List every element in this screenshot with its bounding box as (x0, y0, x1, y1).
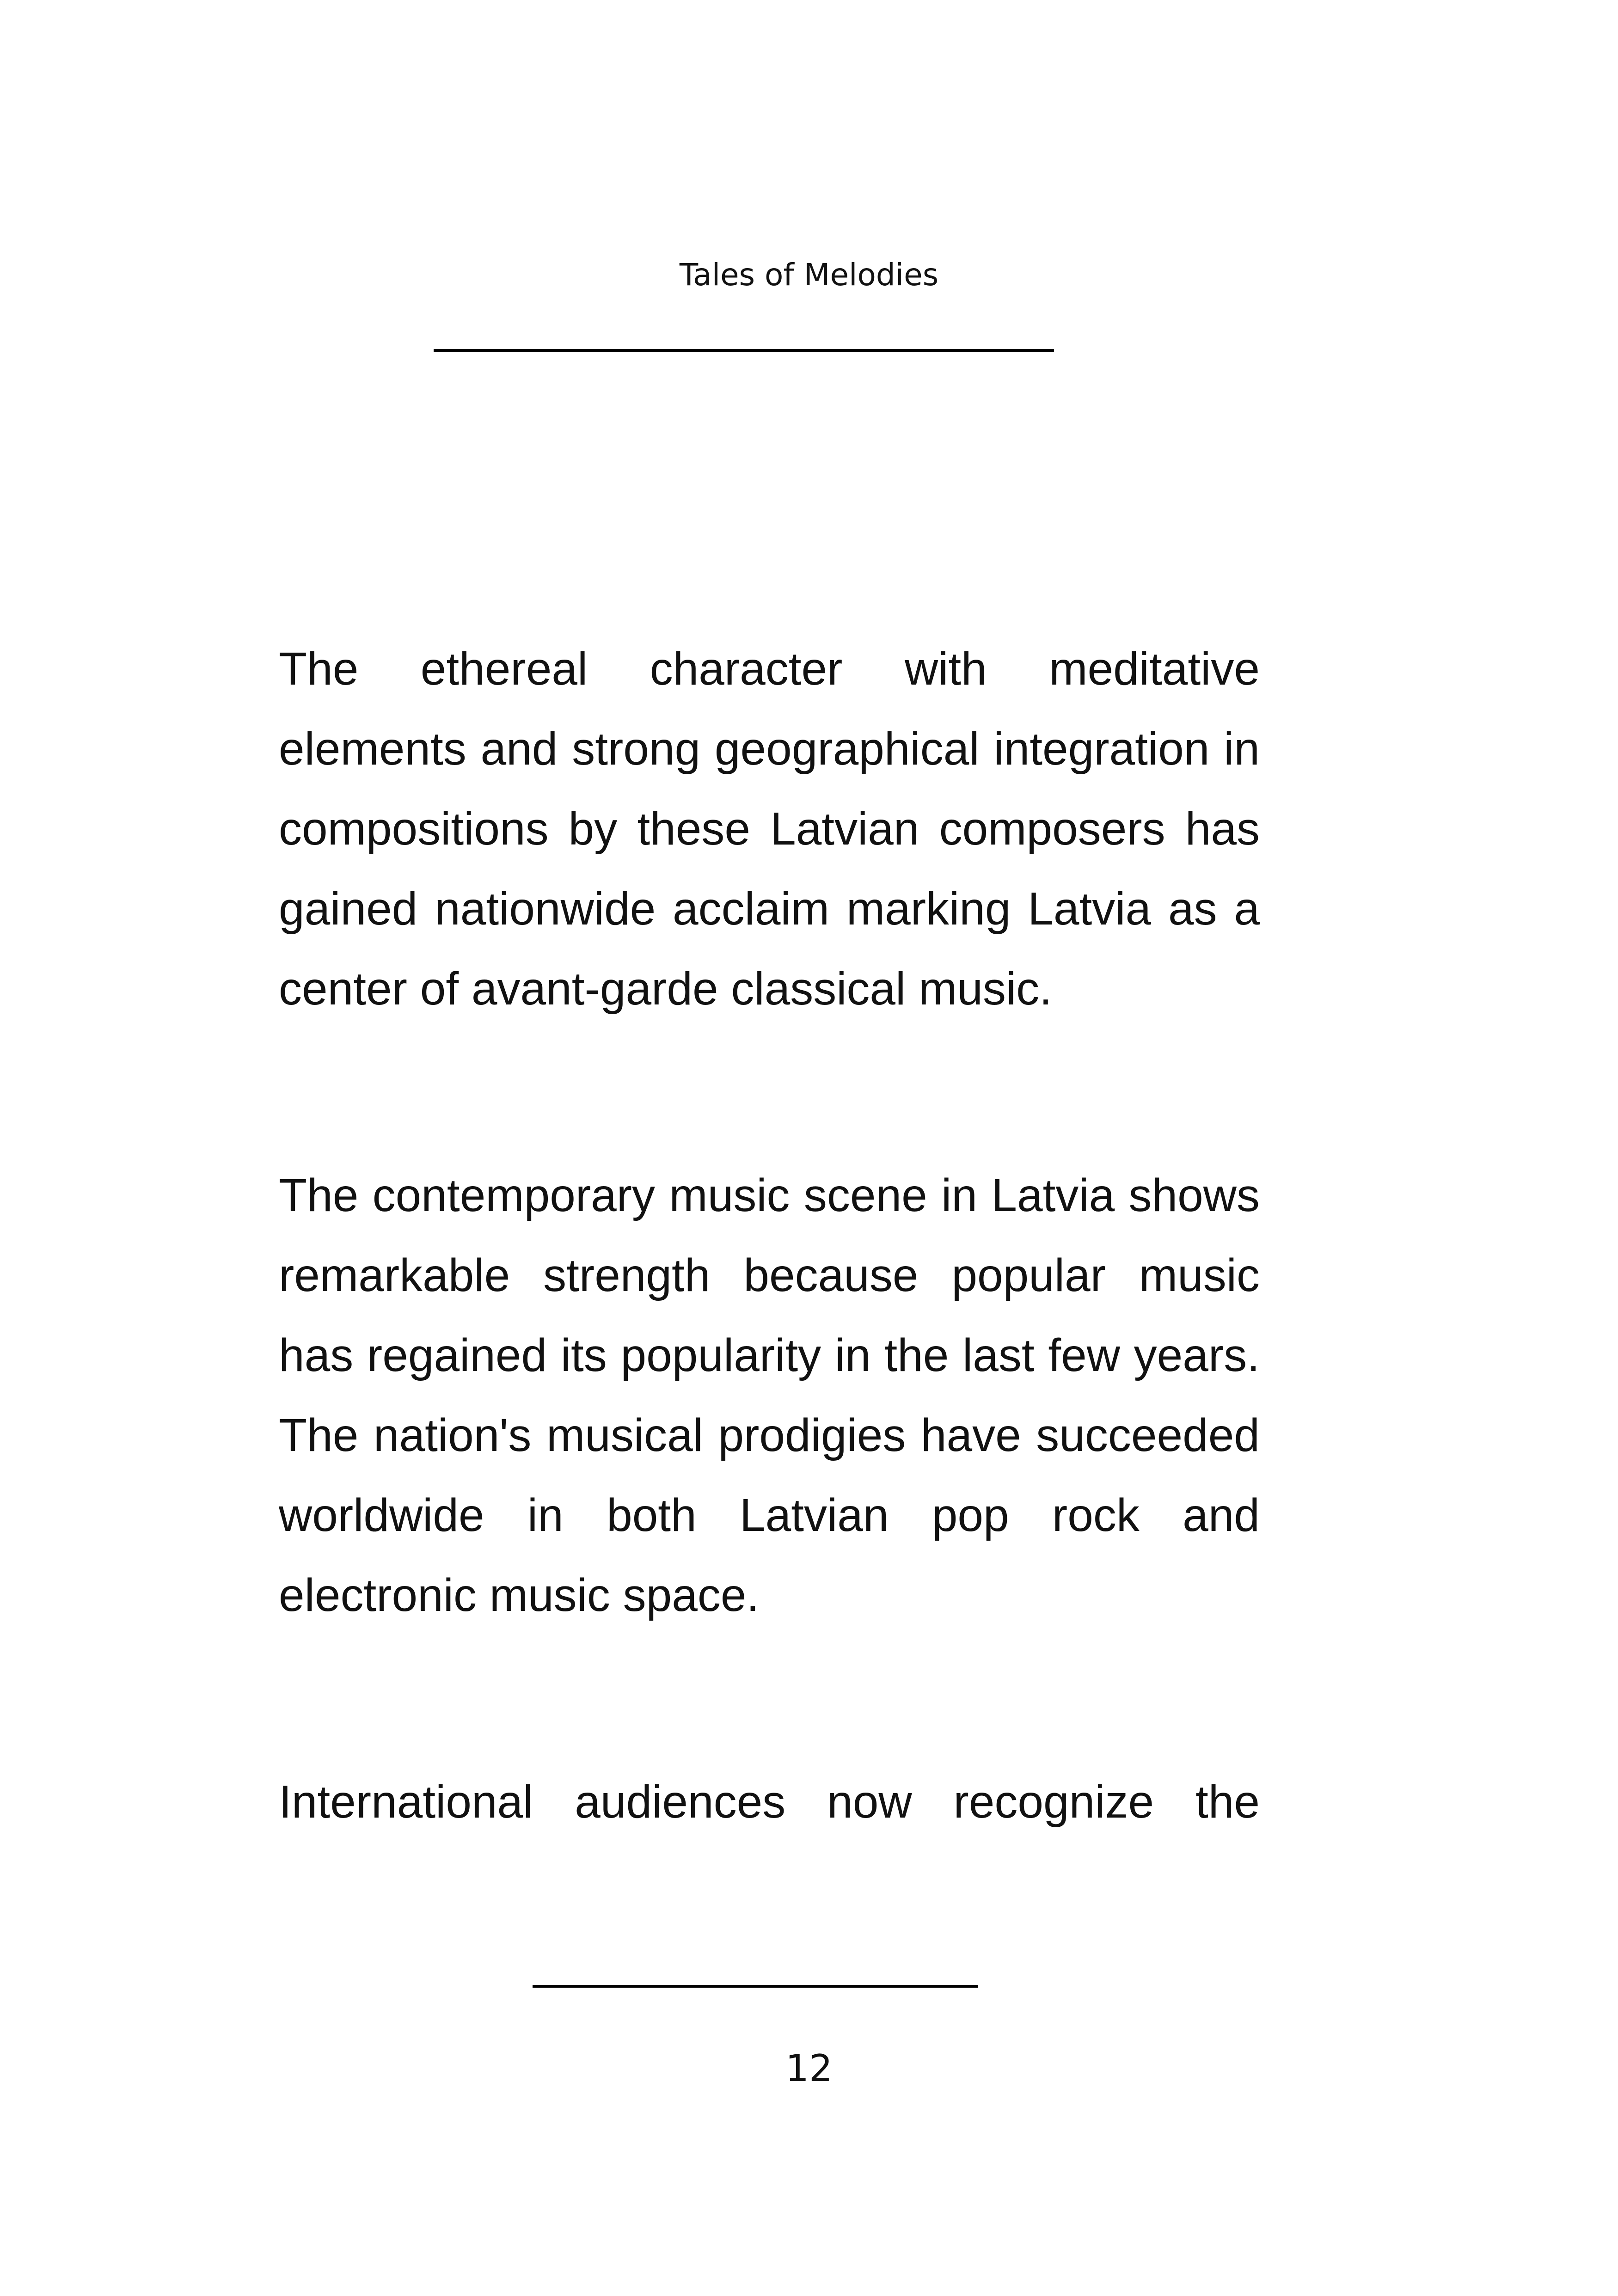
text-line: remarkable strength because popular music (279, 1249, 1260, 1301)
text-line: center of avant-garde classical music. (279, 963, 1052, 1015)
paragraph-1 (279, 629, 1260, 1029)
paragraph-3 (279, 1762, 1260, 1842)
text-line: elements and strong geographical integration in (279, 723, 1260, 775)
paragraph-gap (279, 1029, 1260, 1156)
paragraph-2 (279, 1156, 1260, 1635)
paragraph-gap (279, 1635, 1260, 1762)
page-number: 12 (785, 2047, 833, 2090)
text-line: compositions by these Latvian composers has (279, 803, 1260, 855)
footer-rule (533, 1985, 978, 1988)
body-text (279, 629, 1260, 1842)
header-rule (434, 349, 1054, 352)
text-line: worldwide in both Latvian pop rock and (279, 1489, 1260, 1541)
text-line: International audiences now recognize the (279, 1776, 1260, 1828)
text-line: The contemporary music scene in Latvia shows (279, 1169, 1260, 1221)
text-line: The ethereal character with meditative (279, 643, 1260, 695)
text-line: The nation's musical prodigies have succeeded (279, 1409, 1260, 1461)
text-line: has regained its popularity in the last few years. (279, 1329, 1260, 1381)
text-line: electronic music space. (279, 1569, 760, 1621)
running-title: Tales of Melodies (679, 257, 939, 293)
text-line: gained nationwide acclaim marking Latvia as a (279, 883, 1260, 935)
